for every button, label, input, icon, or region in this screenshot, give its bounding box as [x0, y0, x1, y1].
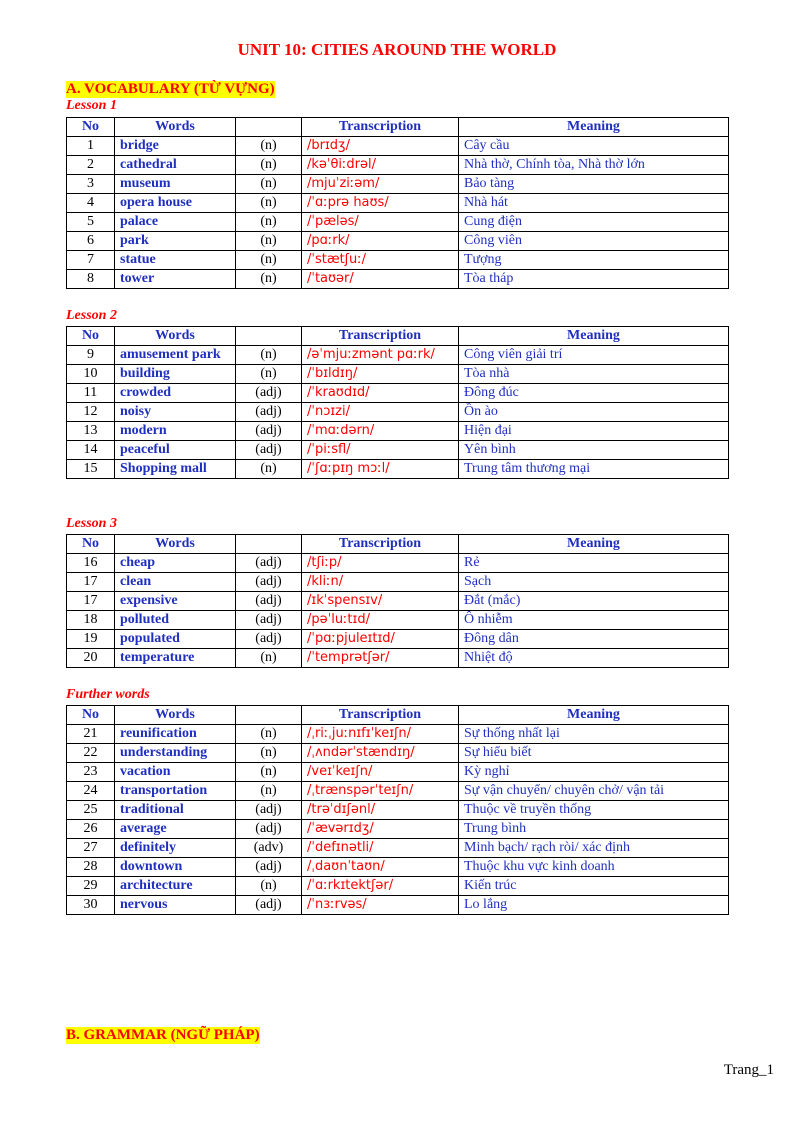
lesson-1-table: [66, 117, 729, 289]
table-row: [67, 611, 729, 630]
table-row: [67, 744, 729, 763]
transcription: /trəˈdɪʃənl/: [302, 801, 459, 820]
row-number: 17: [67, 592, 115, 611]
table-row: [67, 365, 729, 384]
vocab-word: temperature: [115, 649, 236, 668]
part-of-speech: (n): [236, 156, 302, 175]
meaning: Công viên: [459, 232, 729, 251]
header-pos: [236, 118, 302, 137]
table-row: [67, 858, 729, 877]
section-grammar-heading: B. GRAMMAR (NGỮ PHÁP): [66, 1027, 260, 1043]
part-of-speech: (adj): [236, 573, 302, 592]
part-of-speech: (n): [236, 763, 302, 782]
part-of-speech: (n): [236, 365, 302, 384]
meaning: Tòa nhà: [459, 365, 729, 384]
part-of-speech: (adj): [236, 858, 302, 877]
transcription: /pəˈluːtɪd/: [302, 611, 459, 630]
vocab-word: traditional: [115, 801, 236, 820]
vocab-word: modern: [115, 422, 236, 441]
header-transcription: Transcription: [302, 535, 459, 554]
table-row: [67, 384, 729, 403]
header-no: No: [67, 535, 115, 554]
meaning: Trung bình: [459, 820, 729, 839]
meaning: Trung tâm thương mại: [459, 460, 729, 479]
row-number: 14: [67, 441, 115, 460]
transcription: /ˈpiːsfl/: [302, 441, 459, 460]
table-row: [67, 877, 729, 896]
header-transcription: Transcription: [302, 327, 459, 346]
table-row: [67, 460, 729, 479]
header-words: Words: [115, 118, 236, 137]
lesson-3-table: [66, 534, 729, 668]
meaning: Yên bình: [459, 441, 729, 460]
vocab-word: downtown: [115, 858, 236, 877]
row-number: 28: [67, 858, 115, 877]
part-of-speech: (adj): [236, 592, 302, 611]
meaning: Thuộc khu vực kinh doanh: [459, 858, 729, 877]
row-number: 18: [67, 611, 115, 630]
table-row: [67, 782, 729, 801]
transcription: /ˈkraʊdɪd/: [302, 384, 459, 403]
vocab-word: populated: [115, 630, 236, 649]
transcription: /veɪˈkeɪʃn/: [302, 763, 459, 782]
page-number: Trang_1: [723, 1062, 774, 1078]
vocab-word: bridge: [115, 137, 236, 156]
lesson-2-table: [66, 326, 729, 479]
vocab-word: architecture: [115, 877, 236, 896]
part-of-speech: (adv): [236, 839, 302, 858]
header-no: No: [67, 118, 115, 137]
vocab-word: cheap: [115, 554, 236, 573]
vocab-word: noisy: [115, 403, 236, 422]
header-words: Words: [115, 327, 236, 346]
meaning: Hiện đại: [459, 422, 729, 441]
row-number: 15: [67, 460, 115, 479]
header-transcription: Transcription: [302, 118, 459, 137]
vocab-word: statue: [115, 251, 236, 270]
row-number: 3: [67, 175, 115, 194]
vocab-word: peaceful: [115, 441, 236, 460]
header-transcription: Transcription: [302, 706, 459, 725]
vocab-word: polluted: [115, 611, 236, 630]
row-number: 12: [67, 403, 115, 422]
vocab-word: tower: [115, 270, 236, 289]
lesson-1-heading: Lesson 1: [66, 98, 117, 113]
transcription: /ˈʃɑːpɪŋ mɔːl/: [302, 460, 459, 479]
vocab-word: clean: [115, 573, 236, 592]
transcription: /kliːn/: [302, 573, 459, 592]
transcription: /ˈtaʊər/: [302, 270, 459, 289]
vocab-word: cathedral: [115, 156, 236, 175]
transcription: /ˈɑːprə haʊs/: [302, 194, 459, 213]
table-row: [67, 820, 729, 839]
row-number: 8: [67, 270, 115, 289]
row-number: 25: [67, 801, 115, 820]
part-of-speech: (n): [236, 251, 302, 270]
transcription: /ˌdaʊnˈtaʊn/: [302, 858, 459, 877]
transcription: /kəˈθiːdrəl/: [302, 156, 459, 175]
row-number: 20: [67, 649, 115, 668]
table-row: [67, 554, 729, 573]
table-header-row: [67, 327, 729, 346]
transcription: /ˈpɑːpjuleɪtɪd/: [302, 630, 459, 649]
meaning: Đông dân: [459, 630, 729, 649]
header-meaning: Meaning: [459, 118, 729, 137]
transcription: /ˈnɔɪzi/: [302, 403, 459, 422]
row-number: 2: [67, 156, 115, 175]
meaning: Kiến trúc: [459, 877, 729, 896]
vocab-word: reunification: [115, 725, 236, 744]
header-no: No: [67, 327, 115, 346]
transcription: /mjuˈziːəm/: [302, 175, 459, 194]
meaning: Nhiệt độ: [459, 649, 729, 668]
part-of-speech: (adj): [236, 422, 302, 441]
part-of-speech: (n): [236, 232, 302, 251]
vocab-word: amusement park: [115, 346, 236, 365]
meaning: Minh bạch/ rạch ròi/ xác định: [459, 839, 729, 858]
table-row: [67, 232, 729, 251]
transcription: /ˈbɪldɪŋ/: [302, 365, 459, 384]
row-number: 27: [67, 839, 115, 858]
part-of-speech: (adj): [236, 896, 302, 915]
part-of-speech: (n): [236, 649, 302, 668]
meaning: Công viên giải trí: [459, 346, 729, 365]
part-of-speech: (n): [236, 725, 302, 744]
part-of-speech: (n): [236, 175, 302, 194]
row-number: 24: [67, 782, 115, 801]
meaning: Nhà hát: [459, 194, 729, 213]
row-number: 5: [67, 213, 115, 232]
table-row: [67, 725, 729, 744]
part-of-speech: (adj): [236, 403, 302, 422]
meaning: Rẻ: [459, 554, 729, 573]
header-meaning: Meaning: [459, 535, 729, 554]
row-number: 7: [67, 251, 115, 270]
table-header-row: [67, 535, 729, 554]
header-meaning: Meaning: [459, 327, 729, 346]
vocab-word: crowded: [115, 384, 236, 403]
row-number: 22: [67, 744, 115, 763]
meaning: Sự thống nhất lại: [459, 725, 729, 744]
vocab-word: expensive: [115, 592, 236, 611]
row-number: 29: [67, 877, 115, 896]
table-header-row: [67, 706, 729, 725]
part-of-speech: (n): [236, 744, 302, 763]
vocab-word: palace: [115, 213, 236, 232]
further-words-heading: Further words: [66, 687, 150, 702]
meaning: Đông đúc: [459, 384, 729, 403]
vocab-word: opera house: [115, 194, 236, 213]
transcription: /ˌʌndərˈstændɪŋ/: [302, 744, 459, 763]
header-meaning: Meaning: [459, 706, 729, 725]
table-row: [67, 270, 729, 289]
vocab-word: transportation: [115, 782, 236, 801]
row-number: 6: [67, 232, 115, 251]
row-number: 4: [67, 194, 115, 213]
transcription: /əˈmjuːzmənt pɑːrk/: [302, 346, 459, 365]
part-of-speech: (adj): [236, 820, 302, 839]
page-title: UNIT 10: CITIES AROUND THE WORLD: [237, 40, 557, 59]
meaning: Lo lắng: [459, 896, 729, 915]
header-pos: [236, 535, 302, 554]
part-of-speech: (n): [236, 213, 302, 232]
table-row: [67, 403, 729, 422]
transcription: /brɪdʒ/: [302, 137, 459, 156]
header-words: Words: [115, 706, 236, 725]
table-row: [67, 896, 729, 915]
part-of-speech: (n): [236, 782, 302, 801]
vocab-word: museum: [115, 175, 236, 194]
row-number: 17: [67, 573, 115, 592]
vocab-word: average: [115, 820, 236, 839]
row-number: 11: [67, 384, 115, 403]
vocab-word: nervous: [115, 896, 236, 915]
meaning: Tòa tháp: [459, 270, 729, 289]
transcription: /pɑːrk/: [302, 232, 459, 251]
table-row: [67, 175, 729, 194]
meaning: Nhà thờ, Chính tòa, Nhà thờ lớn: [459, 156, 729, 175]
meaning: Tượng: [459, 251, 729, 270]
transcription: /ˈnɜːrvəs/: [302, 896, 459, 915]
meaning: Sự vận chuyển/ chuyên chở/ vận tải: [459, 782, 729, 801]
part-of-speech: (n): [236, 194, 302, 213]
row-number: 19: [67, 630, 115, 649]
transcription: /ˈtemprətʃər/: [302, 649, 459, 668]
meaning: Cung điện: [459, 213, 729, 232]
vocab-word: park: [115, 232, 236, 251]
transcription: /ˈdefɪnətli/: [302, 839, 459, 858]
table-row: [67, 649, 729, 668]
table-row: [67, 422, 729, 441]
transcription: /ˈpæləs/: [302, 213, 459, 232]
vocab-word: vacation: [115, 763, 236, 782]
table-row: [67, 137, 729, 156]
header-words: Words: [115, 535, 236, 554]
transcription: /ɪkˈspensɪv/: [302, 592, 459, 611]
vocab-word: Shopping mall: [115, 460, 236, 479]
row-number: 30: [67, 896, 115, 915]
transcription: /ˌriːˌjuːnɪfɪˈkeɪʃn/: [302, 725, 459, 744]
table-row: [67, 763, 729, 782]
vocab-word: understanding: [115, 744, 236, 763]
meaning: Thuộc về truyền thống: [459, 801, 729, 820]
part-of-speech: (adj): [236, 441, 302, 460]
table-row: [67, 251, 729, 270]
header-pos: [236, 706, 302, 725]
part-of-speech: (n): [236, 270, 302, 289]
row-number: 21: [67, 725, 115, 744]
transcription: /ˈstætʃuː/: [302, 251, 459, 270]
vocab-word: building: [115, 365, 236, 384]
table-row: [67, 213, 729, 232]
row-number: 26: [67, 820, 115, 839]
lesson-2-heading: Lesson 2: [66, 308, 117, 323]
header-pos: [236, 327, 302, 346]
part-of-speech: (adj): [236, 554, 302, 573]
transcription: /ˈævərɪdʒ/: [302, 820, 459, 839]
row-number: 10: [67, 365, 115, 384]
table-row: [67, 441, 729, 460]
table-row: [67, 801, 729, 820]
table-header-row: [67, 118, 729, 137]
row-number: 16: [67, 554, 115, 573]
table-row: [67, 156, 729, 175]
row-number: 23: [67, 763, 115, 782]
lesson-3-heading: Lesson 3: [66, 516, 117, 531]
further-words-table: [66, 705, 729, 915]
part-of-speech: (n): [236, 137, 302, 156]
row-number: 13: [67, 422, 115, 441]
table-row: [67, 573, 729, 592]
meaning: Kỳ nghỉ: [459, 763, 729, 782]
table-row: [67, 194, 729, 213]
table-row: [67, 346, 729, 365]
meaning: Đắt (mắc): [459, 592, 729, 611]
part-of-speech: (n): [236, 460, 302, 479]
part-of-speech: (adj): [236, 611, 302, 630]
meaning: Cây cầu: [459, 137, 729, 156]
vocab-word: definitely: [115, 839, 236, 858]
table-row: [67, 592, 729, 611]
meaning: Bảo tàng: [459, 175, 729, 194]
table-row: [67, 839, 729, 858]
meaning: Sạch: [459, 573, 729, 592]
row-number: 1: [67, 137, 115, 156]
transcription: /ˌtrænspərˈteɪʃn/: [302, 782, 459, 801]
meaning: Ồn ào: [459, 403, 729, 422]
part-of-speech: (adj): [236, 801, 302, 820]
transcription: /tʃiːp/: [302, 554, 459, 573]
meaning: Ô nhiễm: [459, 611, 729, 630]
meaning: Sự hiểu biết: [459, 744, 729, 763]
part-of-speech: (adj): [236, 630, 302, 649]
row-number: 9: [67, 346, 115, 365]
part-of-speech: (adj): [236, 384, 302, 403]
section-vocabulary-heading: A. VOCABULARY (TỪ VỰNG): [66, 81, 275, 97]
header-no: No: [67, 706, 115, 725]
table-row: [67, 630, 729, 649]
transcription: /ˈmɑːdərn/: [302, 422, 459, 441]
part-of-speech: (n): [236, 346, 302, 365]
part-of-speech: (n): [236, 877, 302, 896]
transcription: /ˈɑːrkɪtektʃər/: [302, 877, 459, 896]
